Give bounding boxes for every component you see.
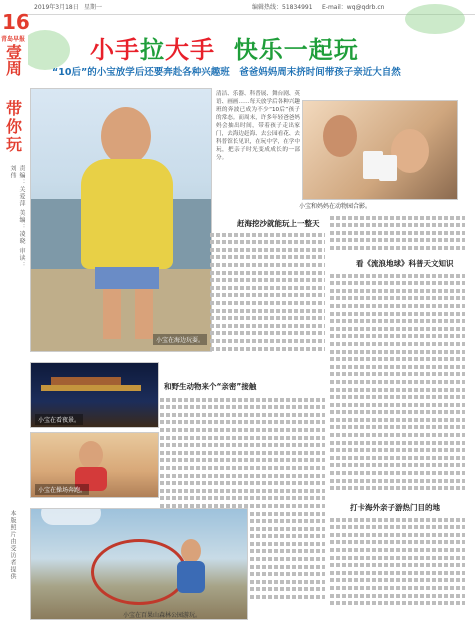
column-char-3: 玩 xyxy=(5,135,22,154)
section-body-3 xyxy=(330,270,465,502)
leaf-decoration xyxy=(405,4,465,34)
title-part-4: 快乐一起玩 xyxy=(233,36,359,64)
caption-mid-2: 小宝在操场奔跑。 xyxy=(35,484,89,495)
page-title xyxy=(90,30,359,65)
right-body-top xyxy=(330,212,465,257)
section-char-2: 周 xyxy=(5,59,22,78)
subtitle: “10后”的小宝放学后还要奔赴各种兴趣班 爸爸妈妈周末挤时间带孩子亲近大自然 xyxy=(52,67,401,78)
photo-credit: 本版照片由受访者提供 xyxy=(9,510,16,580)
main-photo xyxy=(30,88,212,352)
email: E-mail：wq@qdrb.cn xyxy=(322,4,385,11)
section-heading-3: 看《流浪地球》科普天文知识 xyxy=(356,259,454,268)
section-heading-2: 和野生动物来个“亲密”接触 xyxy=(164,382,257,391)
section-heading-4: 打卡海外亲子游热门目的地 xyxy=(350,503,440,512)
column-char-2: 你 xyxy=(5,117,22,136)
forest-park-photo xyxy=(30,508,248,620)
zoo-photo xyxy=(302,100,458,200)
hotline: 编辑热线：51834991 xyxy=(252,4,313,11)
caption-mid-1: 小宝在看夜景。 xyxy=(35,414,83,425)
page-number: 16 xyxy=(2,10,30,34)
brand-name: 青岛早报 xyxy=(1,36,26,43)
editor-credits: 责编：关爱萍 美编：凌晓 审读：刘伟 xyxy=(9,165,25,269)
column-char-1: 带 xyxy=(5,99,22,118)
caption-bottom: 小宝在百果山森林公园游玩。 xyxy=(123,612,202,619)
playground-photo xyxy=(30,432,159,498)
caption-top-right: 小宝和妈妈在动物园合影。 xyxy=(299,203,372,210)
section-body-1 xyxy=(210,229,325,357)
title-part-3: 大手 xyxy=(165,36,215,64)
section-char-1: 壹 xyxy=(5,43,22,62)
intro-text: 清洁、乐器、科普展、舞台剧、英语、画画……每天放学后各种兴趣班的奔波已成为不少“10后”孩子的常态。而周末，许多年轻爸爸妈妈会抽出时间，带着孩子走出家门，去海边赶海、去公园看花、去科普馆长见识，在玩中学，在学中玩，把亲子时光变成成长的一部分。 xyxy=(216,91,300,161)
section-heading-1: 赶海挖沙就能玩上一整天 xyxy=(237,219,320,228)
issue-weekday: 星期一 xyxy=(84,4,103,11)
caption-main: 小宝在海边玩耍。 xyxy=(153,334,207,345)
title-part-1: 小手 xyxy=(90,36,140,64)
section-body-4 xyxy=(330,514,465,614)
night-photo xyxy=(30,362,159,428)
issue-date: 2019年3月18日 xyxy=(34,4,79,11)
title-part-2: 拉 xyxy=(140,36,165,64)
top-bar xyxy=(0,0,475,15)
